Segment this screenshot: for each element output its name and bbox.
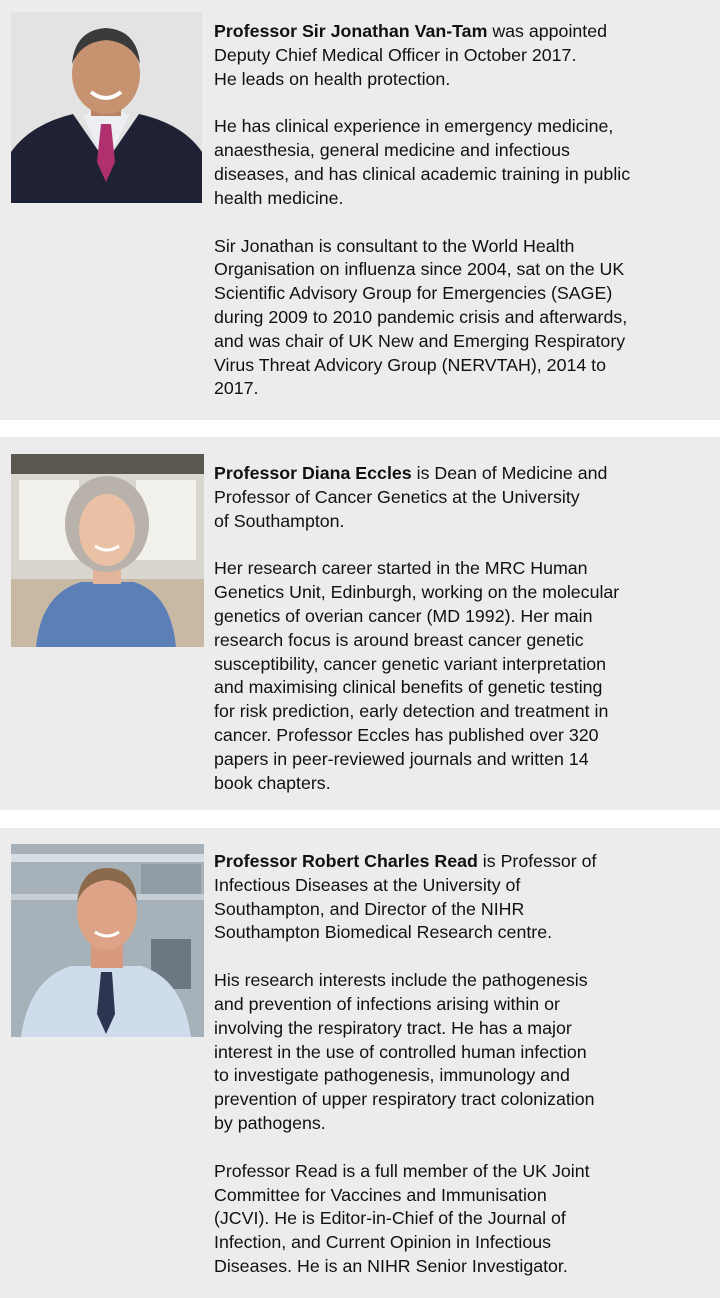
profile-card-read <box>0 828 720 1298</box>
bio-paragraph: Professor Robert Charles Read is Professor of Infectious Diseases at the University of Southampton, and Director of the NIHR Southampton Biomedical Research centre. <box>214 851 597 943</box>
person-name: Professor Diana Eccles <box>214 463 412 483</box>
bio-eccles <box>214 462 714 795</box>
bio-paragraph: He has clinical experience in emergency medicine, anaesthesia, general medicine and infectious diseases, and has clinical academic training in public health medicine. <box>214 116 631 208</box>
portrait-photo-eccles <box>11 454 204 647</box>
profile-card-van-tam <box>0 0 720 420</box>
person-name: Professor Robert Charles Read <box>214 851 478 871</box>
bio-paragraph: Professor Read is a full member of the UK Joint Committee for Vaccines and Immunisation (JCVI). He is Editor-in-Chief of the Journal of Infection, and Current Opinion in Infectious Diseases. He is an NIHR Senior Investigator. <box>214 1160 590 1276</box>
bio-paragraph: Professor Sir Jonathan Van-Tam was appointed Deputy Chief Medical Officer in October 2017. He leads on health protection. <box>214 21 608 89</box>
bio-paragraph: Professor Diana Eccles is Dean of Medicine and Professor of Cancer Genetics at the University of Southampton. <box>214 463 608 531</box>
portrait-photo-read <box>11 844 204 1037</box>
bio-paragraph: Her research career started in the MRC Human Genetics Unit, Edinburgh, working on the molecular genetics of overian cancer (MD 1992). Her main research focus is around breast cancer genetic susceptibility, cancer genetic variant interpretation and maximising clinical benefits of genetic testing for risk prediction, early detection and treatment in cancer. Professor Eccles has published over 320 papers in peer-reviewed journals and written 14 book chapters. <box>214 558 620 793</box>
person-name: Professor Sir Jonathan Van-Tam <box>214 21 488 41</box>
bio-read <box>214 850 714 1279</box>
portrait-photo-van-tam <box>11 12 202 203</box>
bio-van-tam <box>214 20 714 401</box>
bio-paragraph: Sir Jonathan is consultant to the World Health Organisation on influenza since 2004, sat on the UK Scientific Advisory Group for Emergencies (SAGE) during 2009 to 2010 pandemic crisis and afterwards, and was chair of UK New and Emerging Respiratory Virus Threat Advicory Group (NERVTAH), 2014 to 2017. <box>214 235 628 399</box>
profile-card-eccles <box>0 437 720 810</box>
bio-paragraph: His research interests include the pathogenesis and prevention of infections arising within or involving the respiratory tract. He has a major interest in the use of controlled human infection to investigate pathogenesis, immunology and prevention of upper respiratory tract colonization by pathogens. <box>214 970 595 1133</box>
